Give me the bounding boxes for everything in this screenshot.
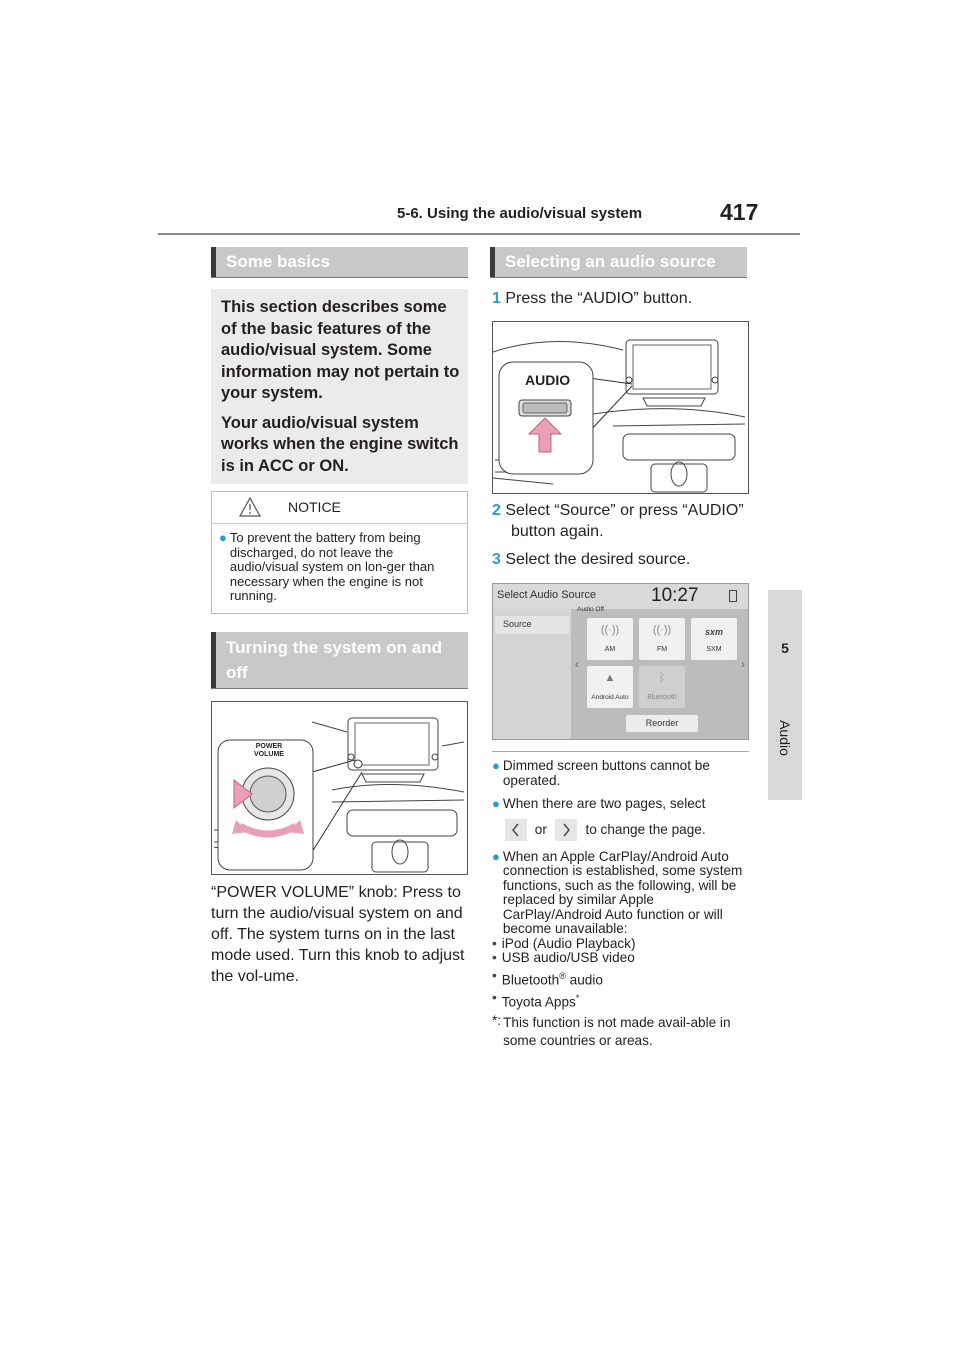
list-item <box>492 759 750 788</box>
heading-turning-on-off: Turning the system on and off <box>211 632 468 688</box>
bluetooth-icon: ᛒ <box>658 672 666 684</box>
sub-item <box>492 991 750 1010</box>
notice-item <box>212 524 467 604</box>
intro-paragraph-1: This section describes some of the basic features of the audio/visual system. Some information may not pertain to your system. <box>221 298 460 402</box>
audio-off-label: Audio Off <box>577 606 604 613</box>
header-rule <box>158 233 800 235</box>
chevron-left-icon <box>505 819 527 841</box>
footnote-mark: *: <box>492 1012 502 1028</box>
sub-item-text: Toyota Apps <box>501 994 576 1010</box>
screen-title: Select Audio Source <box>497 589 597 601</box>
chapter-label-text: Audio <box>777 720 793 756</box>
bullet-dot: • <box>492 950 497 965</box>
footnote-text: This function is not made avail-able in some countries or areas. <box>503 1014 731 1048</box>
step-3 <box>492 549 749 570</box>
dashboard-illustration <box>212 702 467 874</box>
bullet-icon: ● <box>492 796 500 811</box>
warning-icon <box>239 497 261 517</box>
source-tile-fm[interactable] <box>639 618 685 660</box>
bullet-icon: ● <box>492 758 500 773</box>
tile-label: FM <box>656 646 668 653</box>
running-header-title: 5-6. Using the audio/visual system <box>397 205 643 222</box>
heading-rule <box>211 277 468 278</box>
sub-item <box>492 937 750 952</box>
step-number: 1 <box>492 290 501 307</box>
sub-item-suffix: audio <box>565 972 603 988</box>
tile-label: Android Auto <box>591 694 629 701</box>
source-tile-bluetooth[interactable] <box>639 666 685 708</box>
bullet-icon: ● <box>219 530 227 545</box>
heading-rule <box>211 688 468 689</box>
power-volume-figure <box>211 701 468 875</box>
audio-figure-label: AUDIO <box>525 372 571 388</box>
radio-icon: ((·)) <box>600 624 620 636</box>
source-tile-am[interactable] <box>587 618 633 660</box>
sub-item <box>492 969 750 988</box>
reorder-button[interactable]: Reorder <box>626 715 698 732</box>
step-1 <box>492 288 749 309</box>
heading-selecting-source: Selecting an audio source <box>490 247 747 277</box>
step-number: 2 <box>492 502 501 519</box>
page-nav-hint <box>492 818 750 842</box>
footnote <box>492 1014 750 1050</box>
sidebar-item-label: Source <box>503 619 532 629</box>
tile-label: Bluetooth <box>647 694 677 701</box>
chevron-left-icon[interactable]: ‹ <box>575 657 579 671</box>
heading-some-basics: Some basics <box>211 247 468 277</box>
tile-label: AM <box>604 646 616 653</box>
step-text: Select the desired source. <box>505 551 691 568</box>
source-tile-sxm[interactable] <box>691 618 737 660</box>
audio-button-figure <box>492 321 749 494</box>
source-tile-android-auto[interactable] <box>587 666 633 708</box>
audio-source-screen <box>492 583 749 740</box>
step-number: 3 <box>492 551 501 568</box>
sub-item-text: USB audio/USB video <box>501 950 635 965</box>
list-item <box>492 797 750 812</box>
registered-mark: ® <box>559 970 566 981</box>
bullet-dot: • <box>492 935 497 951</box>
divider <box>492 751 749 752</box>
list-item <box>492 850 750 937</box>
chevron-right-icon[interactable]: › <box>741 657 745 671</box>
power-volume-caption: “POWER VOLUME” knob: Press to turn the audio/visual system on and off. The system turns on in the last mode used. Turn this knob to adjust the vol-ume. <box>211 884 465 985</box>
chevron-right-icon <box>555 819 577 841</box>
sxm-logo-icon: sxm <box>704 627 723 637</box>
notice-text: To prevent the battery from being discharged, do not leave the audio/visual system on lon-ger than necessary when the engine is not running. <box>229 530 435 603</box>
notice-label: NOTICE <box>288 499 341 515</box>
note-text: When an Apple CarPlay/Android Auto connection is established, some system functions, such as the following, will be replaced by similar Apple CarPlay/Android Auto function or will become unavailable: <box>502 848 743 936</box>
note-text: Dimmed screen buttons cannot be operated. <box>502 758 710 788</box>
tile-label: SXM <box>706 646 722 653</box>
sub-item-text: Bluetooth <box>501 972 560 988</box>
android-auto-icon: ▲ <box>604 672 616 684</box>
bullet-icon: ● <box>492 848 500 864</box>
page-number: 417 <box>720 199 759 225</box>
figure-label-line-2: VOLUME <box>254 751 284 758</box>
notice-box <box>211 491 468 614</box>
intro-paragraph-2: Your audio/visual system works when the engine switch is in ACC or ON. <box>221 413 459 475</box>
step-2 <box>492 500 749 542</box>
note-text: to change the page. <box>585 821 706 837</box>
figure-label <box>254 743 284 759</box>
notice-header <box>212 492 467 524</box>
dashboard-illustration <box>493 322 748 493</box>
sub-item-text: iPod (Audio Playback) <box>501 935 636 951</box>
screen-clock: 10:27 <box>651 585 699 606</box>
chapter-tab <box>768 590 802 800</box>
radio-icon: ((·)) <box>652 624 672 636</box>
battery-icon <box>729 590 737 602</box>
sub-item <box>492 951 750 966</box>
asterisk-mark: * <box>575 992 580 1003</box>
bullet-dot: • <box>492 967 497 983</box>
note-text: When there are two pages, select <box>502 796 706 811</box>
step-text: Select “Source” or press “AUDIO” button again. <box>505 502 744 540</box>
figure-label-line-1: POWER <box>255 743 283 750</box>
notes-list <box>492 759 750 1050</box>
intro-box <box>211 289 468 484</box>
chapter-label <box>764 718 806 758</box>
bullet-dot: • <box>492 989 497 1005</box>
heading-rule <box>490 277 747 278</box>
chapter-number: 5 <box>781 640 789 656</box>
step-text: Press the “AUDIO” button. <box>505 290 693 307</box>
or-text: or <box>534 821 547 837</box>
